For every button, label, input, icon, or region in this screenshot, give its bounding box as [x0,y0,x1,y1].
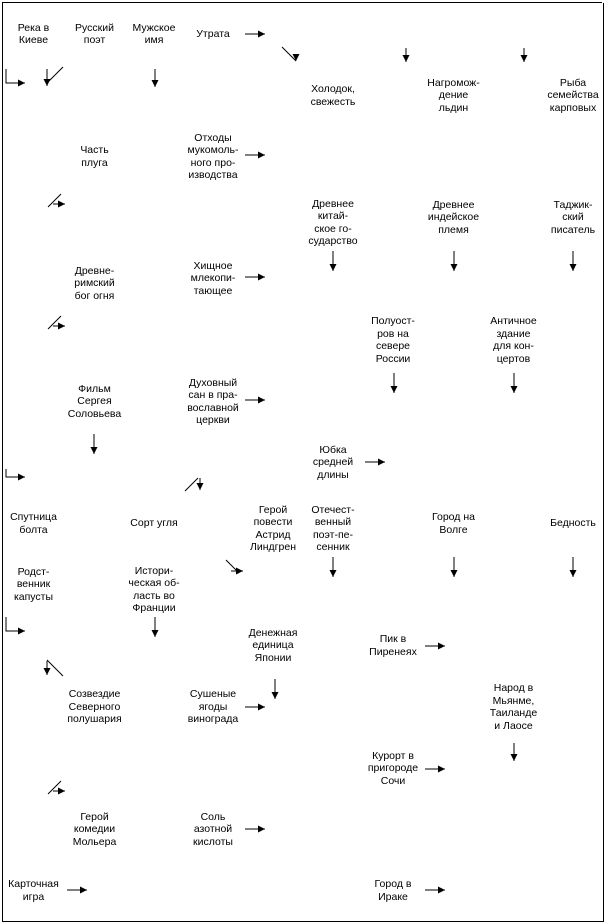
clue-cell [64,126,126,188]
answer-cell[interactable] [183,65,244,127]
answer-cell[interactable] [125,676,184,739]
answer-cell[interactable] [243,676,304,739]
answer-cell[interactable] [303,615,364,677]
answer-cell[interactable] [484,493,544,555]
answer-cell[interactable] [423,554,485,616]
clue-text: Река в Киеве [17,21,50,46]
answer-cell[interactable] [243,554,304,616]
clue-cell [243,493,304,555]
answer-cell[interactable] [183,738,244,800]
answer-cell[interactable] [64,615,126,677]
answer-cell[interactable] [484,860,544,922]
clue-text: Созвездие Северного полушария [67,688,122,726]
answer-cell[interactable] [363,248,424,310]
clue-text: Город на Волге [432,511,475,536]
answer-cell[interactable] [64,860,126,922]
clue-cell [484,309,544,372]
clue-text: Сушеные ягоды винограда [187,688,239,726]
answer-cell[interactable] [243,126,304,188]
answer-cell[interactable] [484,126,544,188]
clue-cell [363,860,424,922]
answer-cell[interactable] [125,738,184,800]
clue-text: Древнее индейское племя [427,198,480,236]
answer-cell[interactable] [243,248,304,310]
answer-cell[interactable] [423,738,485,800]
answer-cell[interactable] [423,799,485,861]
clue-cell [543,65,604,127]
clue-cell [125,493,184,555]
answer-cell[interactable] [125,248,184,310]
answer-cell[interactable] [363,65,424,127]
clue-cell [543,493,604,555]
clue-cell [183,248,244,310]
clue-text: Нагромож- дение льдин [427,76,480,114]
answer-cell[interactable] [243,738,304,800]
answer-cell[interactable] [183,432,244,494]
answer-cell[interactable] [543,615,604,677]
answer-cell[interactable] [3,371,65,433]
clue-text: Таджик- ский писатель [550,198,596,236]
clue-cell [423,493,485,555]
answer-cell[interactable] [243,371,304,433]
answer-cell[interactable] [423,615,485,677]
answer-cell[interactable] [303,860,364,922]
clue-cell [363,615,424,677]
answer-cell[interactable] [303,309,364,372]
answer-cell[interactable] [543,799,604,861]
answer-cell[interactable] [303,3,364,66]
answer-cell[interactable] [363,493,424,555]
clue-cell [183,3,244,66]
clue-cell [64,676,126,739]
answer-cell[interactable] [3,65,65,127]
answer-cell[interactable] [423,432,485,494]
answer-cell[interactable] [243,432,304,494]
answer-cell[interactable] [484,371,544,433]
clue-cell [125,3,184,66]
answer-cell[interactable] [484,554,544,616]
clue-cell [183,371,244,433]
answer-cell[interactable] [423,3,485,66]
answer-cell[interactable] [3,126,65,188]
answer-cell[interactable] [3,676,65,739]
answer-cell[interactable] [543,554,604,616]
answer-cell[interactable] [64,738,126,800]
answer-cell[interactable] [363,799,424,861]
answer-cell[interactable] [363,371,424,433]
answer-cell[interactable] [125,432,184,494]
clue-text: Родст- венник капусты [13,565,54,603]
clue-text: Сорт угля [130,517,178,530]
answer-cell[interactable] [303,554,364,616]
answer-cell[interactable] [64,309,126,372]
answer-cell[interactable] [183,554,244,616]
clue-cell [363,738,424,800]
clue-cell [183,126,244,188]
answer-cell[interactable] [3,432,65,494]
clue-cell [484,676,544,739]
answer-cell[interactable] [125,799,184,861]
answer-cell[interactable] [543,371,604,433]
answer-cell[interactable] [243,65,304,127]
clue-text: Герой комедии Мольера [72,810,117,848]
answer-cell[interactable] [183,309,244,372]
answer-cell[interactable] [125,309,184,372]
answer-cell[interactable] [243,860,304,922]
answer-cell[interactable] [543,676,604,739]
clue-cell [303,432,364,494]
clue-cell [64,371,126,433]
answer-cell[interactable] [3,738,65,800]
answer-cell[interactable] [3,248,65,310]
clue-text: Античное здание для кон- цертов [490,315,537,365]
clue-text: Герой повести Астрид Линдгрен [250,503,296,553]
answer-cell[interactable] [484,615,544,677]
clue-text: Фильм Сергея Соловьева [67,382,122,420]
answer-cell[interactable] [543,126,604,188]
clue-cell [3,493,65,555]
clue-text: Юбка средней длины [312,443,354,481]
answer-cell[interactable] [243,187,304,249]
clue-cell [183,676,244,739]
answer-cell[interactable] [484,432,544,494]
answer-cell[interactable] [484,799,544,861]
answer-cell[interactable] [64,65,126,127]
clue-text: Хищное млекопи- тающее [190,259,236,297]
clue-text: Народ в Мьянме, Таиланде и Лаосе [489,682,538,732]
clue-text: Древнее китай- ское го- сударство [308,197,358,247]
answer-cell[interactable] [125,371,184,433]
answer-cell[interactable] [363,676,424,739]
answer-cell[interactable] [543,3,604,66]
answer-cell[interactable] [3,187,65,249]
clue-text: Бедность [550,517,596,530]
clue-cell [64,799,126,861]
answer-cell[interactable] [303,371,364,433]
clue-text: Русский поэт [75,21,114,46]
clue-text: Денежная единица Японии [248,626,298,664]
clue-text: Мужское имя [132,21,176,46]
clue-cell [64,248,126,310]
clue-text: Рыба семейства карповых [547,76,599,114]
clue-cell [543,187,604,249]
clue-text: Отечест- венный поэт-пе- сенник [311,503,355,553]
clue-cell [3,860,65,922]
answer-cell[interactable] [423,371,485,433]
answer-cell[interactable] [183,860,244,922]
clue-cell [363,309,424,372]
answer-cell[interactable] [484,65,544,127]
clue-cell [303,187,364,249]
answer-cell[interactable] [183,493,244,555]
clue-text: Древне- римский бог огня [74,264,115,302]
answer-cell[interactable] [3,799,65,861]
answer-cell[interactable] [423,309,485,372]
answer-cell[interactable] [303,799,364,861]
answer-cell[interactable] [125,65,184,127]
answer-cell[interactable] [484,248,544,310]
clue-text: Пик в Пиренеях [369,633,417,658]
answer-cell[interactable] [303,126,364,188]
answer-cell[interactable] [423,126,485,188]
answer-cell[interactable] [484,187,544,249]
answer-cell[interactable] [484,3,544,66]
answer-cell[interactable] [543,309,604,372]
answer-cell[interactable] [303,676,364,739]
answer-cell[interactable] [243,3,304,66]
clue-cell [125,554,184,616]
answer-cell[interactable] [183,187,244,249]
answer-cell[interactable] [423,676,485,739]
answer-cell[interactable] [243,799,304,861]
clue-cell [303,493,364,555]
answer-cell[interactable] [64,187,126,249]
clue-text: Соль азотной кислоты [193,810,233,848]
clue-cell [423,65,485,127]
clue-cell [3,3,65,66]
answer-cell[interactable] [543,860,604,922]
answer-cell[interactable] [183,615,244,677]
clue-text: Спутница болта [10,511,57,536]
answer-cell[interactable] [363,3,424,66]
clue-text: Полуост- ров на севере России [371,315,415,365]
answer-cell[interactable] [64,493,126,555]
answer-cell[interactable] [125,615,184,677]
clue-cell [3,554,65,616]
answer-cell[interactable] [543,738,604,800]
clue-text: Утрата [196,27,230,40]
clue-cell [64,3,126,66]
clue-text: Карточная игра [8,878,59,903]
clue-text: Отходы мукомоль- ного про- изводства [187,131,239,181]
clue-cell [423,187,485,249]
answer-cell[interactable] [423,248,485,310]
clue-cell [183,799,244,861]
answer-cell[interactable] [3,615,65,677]
answer-cell[interactable] [3,309,65,372]
crossword-grid [2,2,602,922]
answer-cell[interactable] [363,432,424,494]
answer-cell[interactable] [543,248,604,310]
answer-cell[interactable] [125,187,184,249]
clue-text: Курорт в пригороде Сочи [367,749,419,787]
answer-cell[interactable] [543,432,604,494]
clue-cell [303,65,364,127]
answer-cell[interactable] [484,738,544,800]
answer-cell[interactable] [423,860,485,922]
clue-text: Город в Ираке [374,878,412,903]
answer-cell[interactable] [243,309,304,372]
clue-text: Холодок, свежесть [310,83,356,108]
answer-cell[interactable] [363,554,424,616]
answer-cell[interactable] [303,738,364,800]
answer-cell[interactable] [363,187,424,249]
clue-text: Истори- ческая об- ласть во Франции [128,564,180,614]
answer-cell[interactable] [125,126,184,188]
answer-cell[interactable] [303,248,364,310]
clue-cell [243,615,304,677]
answer-cell[interactable] [64,554,126,616]
clue-text: Духовный сан в пра- вославной церкви [187,376,239,426]
answer-cell[interactable] [363,126,424,188]
answer-cell[interactable] [64,432,126,494]
answer-cell[interactable] [125,860,184,922]
clue-text: Часть плуга [80,144,109,169]
